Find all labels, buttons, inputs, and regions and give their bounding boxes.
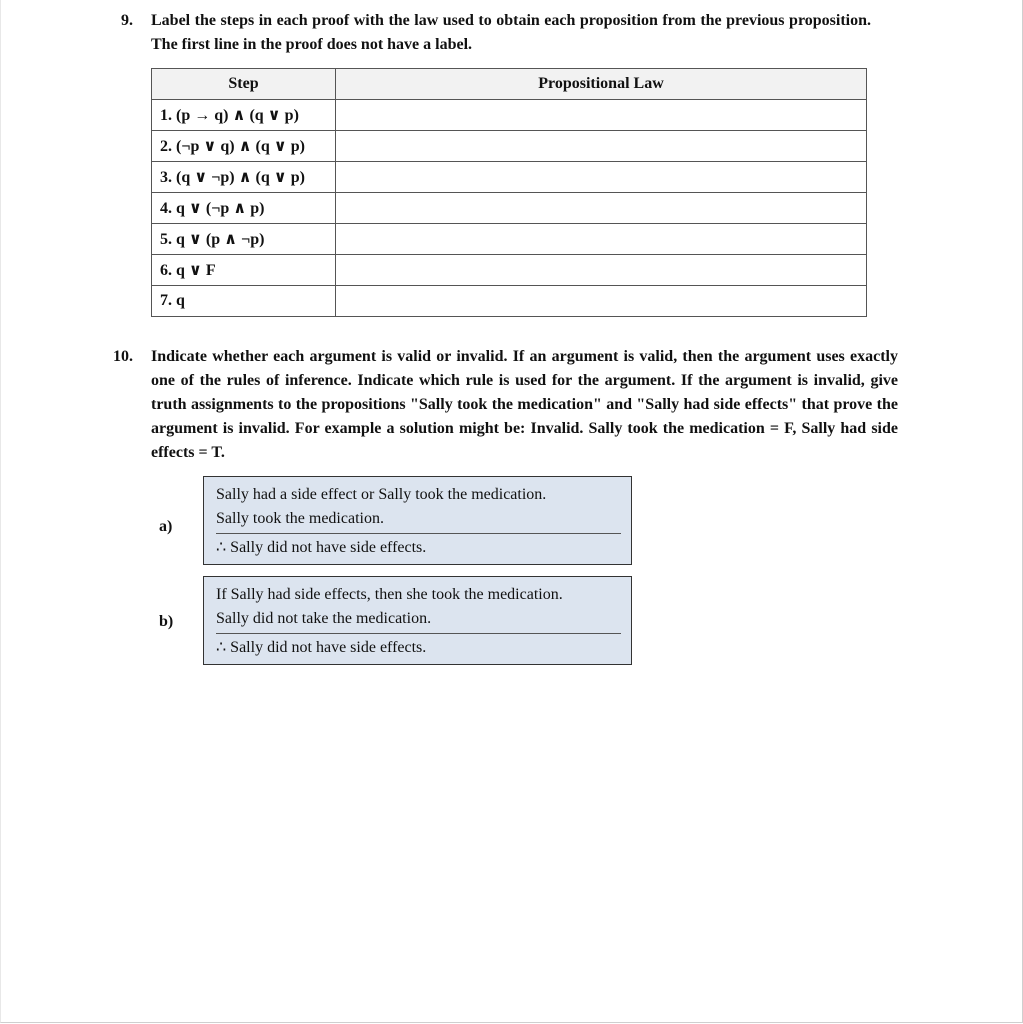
table-row xyxy=(152,224,867,255)
step-cell: 4. q ∨ (¬p ∧ p) xyxy=(152,193,336,224)
law-cell[interactable] xyxy=(336,131,867,162)
argument-a-divider xyxy=(216,533,621,534)
argument-b-conclusion: ∴ Sally did not have side effects. xyxy=(216,639,427,656)
law-cell[interactable] xyxy=(336,255,867,286)
table-row xyxy=(152,131,867,162)
argument-b-divider xyxy=(216,633,621,634)
question-10-prompt: Indicate whether each argument is valid or invalid. If an argument is valid, then the argument uses exactly one of the rules of inference. Indicate which rule is used for the argument. If the argument is invalid, give truth assignments to the propositions "Sally took the medication" and "Sally had side effects" that prove the argument is invalid. For example a solution might be: Invalid. Sally took the medication = F, Sally had side effects = T. xyxy=(151,348,898,461)
step-cell: 7. q xyxy=(152,286,336,317)
table-row xyxy=(152,255,867,286)
argument-a-premise-2: Sally took the medication. xyxy=(216,510,384,527)
step-column-header: Step xyxy=(152,69,336,100)
table-row xyxy=(152,286,867,317)
question-9-number: 9. xyxy=(121,12,133,29)
law-cell[interactable] xyxy=(336,100,867,131)
law-cell[interactable] xyxy=(336,162,867,193)
law-cell[interactable] xyxy=(336,224,867,255)
question-9-prompt: Label the steps in each proof with the law used to obtain each proposition from the previous proposition. The first line in the proof does not have a label. xyxy=(151,12,871,53)
argument-a-label: a) xyxy=(159,518,173,535)
law-column-header: Propositional Law xyxy=(336,69,867,100)
step-cell: 6. q ∨ F xyxy=(152,255,336,286)
table-row xyxy=(152,162,867,193)
argument-a-premise-1: Sally had a side effect or Sally took the medication. xyxy=(216,486,547,503)
argument-b-box xyxy=(203,576,632,665)
proof-table-header xyxy=(152,69,867,100)
argument-a-box xyxy=(203,476,632,565)
law-cell[interactable] xyxy=(336,286,867,317)
step-cell: 1. (p → q) ∧ (q ∨ p) xyxy=(152,100,336,131)
question-10-number: 10. xyxy=(113,348,133,365)
argument-b-label: b) xyxy=(159,613,174,630)
argument-b-premise-2: Sally did not take the medication. xyxy=(216,610,432,627)
step-cell: 5. q ∨ (p ∧ ¬p) xyxy=(152,224,336,255)
law-cell[interactable] xyxy=(336,193,867,224)
step-cell: 3. (q ∨ ¬p) ∧ (q ∨ p) xyxy=(152,162,336,193)
argument-b-premise-1: If Sally had side effects, then she took the medication. xyxy=(216,586,563,603)
table-row xyxy=(152,100,867,131)
step-cell: 2. (¬p ∨ q) ∧ (q ∨ p) xyxy=(152,131,336,162)
argument-a-conclusion: ∴ Sally did not have side effects. xyxy=(216,539,427,556)
table-row xyxy=(152,193,867,224)
proof-table xyxy=(151,68,867,317)
